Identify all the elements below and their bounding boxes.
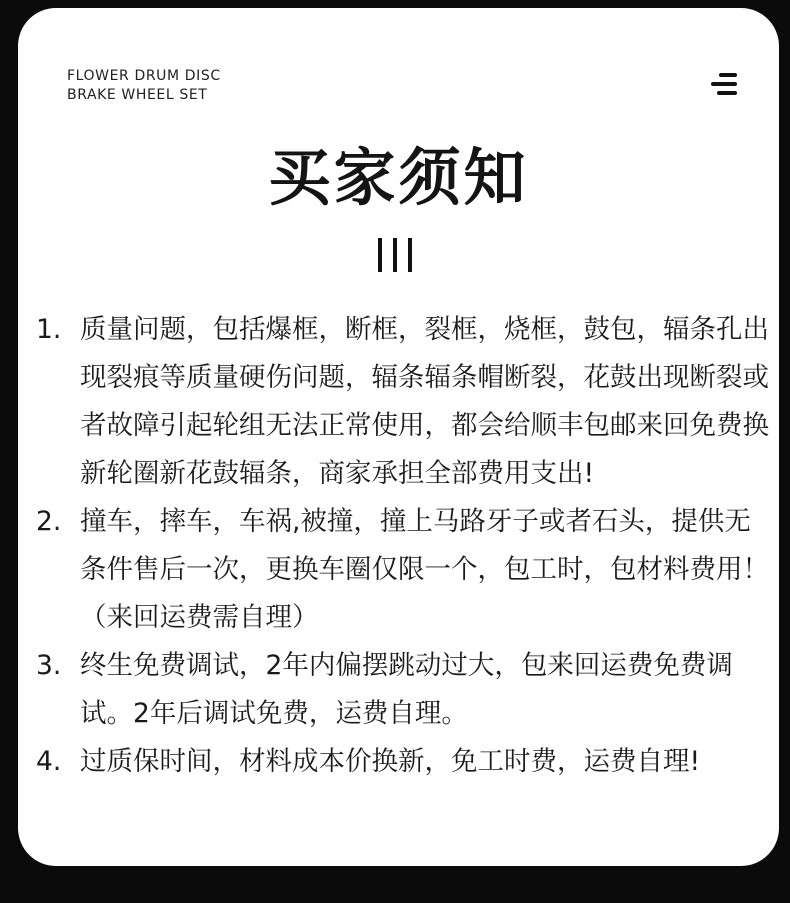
menu-icon-bar [719,73,737,77]
menu-icon[interactable] [711,73,737,97]
menu-icon-bar [711,82,737,86]
divider-bar [393,238,397,272]
note-number: 2. [36,506,62,537]
notice-card [18,8,779,866]
note-item-1 [36,306,771,498]
divider-bar [378,238,382,272]
note-number: 1. [36,314,62,345]
brand-line-1: FLOWER DRUM DISC [67,68,221,84]
note-item-2 [36,498,771,642]
note-item-4 [36,738,771,786]
note-text: 撞车，摔车，车祸,被撞，撞上马路牙子或者石头，提供无条件售后一次，更换车圈仅限一个，包工时，包材料费用！（来回运费需自理） [80,506,769,633]
menu-icon-bar [717,91,737,95]
note-text: 终生免费调试，2年内偏摆跳动过大，包来回运费免费调试。2年后调试免费，运费自理。 [80,650,733,729]
brand-text [67,67,221,105]
note-text: 质量问题，包括爆框，断框，裂框，烧框，鼓包，辐条孔出现裂痕等质量硬伤问题，辐条辐条帽断裂，花鼓出现断裂或者故障引起轮组无法正常使用，都会给顺丰包邮来回免费换新轮圈新花鼓辐条，商家承担全部费用支出! [80,314,769,489]
page-title: 买家须知 [268,141,529,214]
note-number: 3. [36,650,62,681]
note-number: 4. [36,746,62,777]
title-divider-icon [378,238,414,272]
notes-list [36,306,771,786]
note-item-3 [36,642,771,738]
divider-bar [408,238,412,272]
brand-line-2: BRAKE WHEEL SET [67,87,208,103]
note-text: 过质保时间，材料成本价换新，免工时费，运费自理! [80,746,701,777]
